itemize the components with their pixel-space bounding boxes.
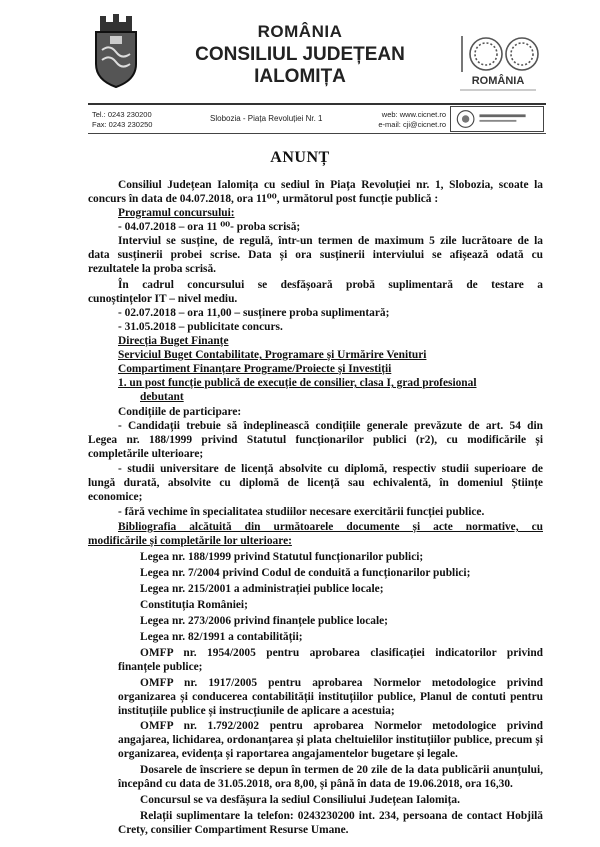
body-line-45: Crety, consilier Compartiment Resurse Umane. (118, 824, 349, 836)
header-divider (88, 103, 546, 105)
header-contact-web (366, 110, 446, 130)
bibliography-item-4: Constituția României; (140, 599, 248, 611)
body-line-23: economice; (88, 491, 143, 503)
directorate-heading: Direcția Buget Finanțe (118, 335, 229, 347)
header-tel: Tel.: 0243 230200 (92, 110, 152, 119)
document-title: ANUNȚ (270, 149, 330, 166)
quality-certification-seal (450, 106, 544, 132)
header-institution: CONSILIUL JUDEȚEAN IALOMIȚA (195, 44, 405, 87)
body-line-5: Interviul se susține, de regulă, într-un termen de maximum 5 zile lucrătoare de la (118, 235, 543, 247)
bibliography-item-5: Legea nr. 273/2006 privind finanțele publice locale; (140, 615, 388, 627)
header-country: ROMÂNIA (257, 22, 343, 41)
bibliography-item-7: OMFP nr. 1954/2005 pentru aprobarea clasificației indicatorilor privind (140, 647, 543, 659)
service-heading: Serviciul Buget Contabilitate, Programare și Urmărire Venituri (118, 349, 427, 361)
exam-location: Concursul se va desfășura la sediul Consiliului Județean Ialomița. (140, 794, 460, 806)
county-coat-of-arms (90, 10, 142, 90)
body-line-42: începând cu data de 31.05.2018, ora 8,00, și până în data de 19.06.2018, ora 16,30. (118, 778, 513, 790)
condition-studies: - studii universitare de licență absolvite cu diplomă, respectiv studii superioare de (118, 463, 543, 475)
header-divider-bottom (88, 133, 546, 134)
header-email: e-mail: cji@cicnet.ro (378, 120, 446, 129)
bibliography-item-3: Legea nr. 215/2001 a administrației publice locale; (140, 583, 384, 595)
bibliography-heading: Bibliografia alcătuită din următoarele documente și acte normative, cu (118, 521, 543, 533)
bibliography-item-1: Legea nr. 188/1999 privind Statutul funcționarilor publici; (140, 551, 424, 563)
post-description: 1. un post funcție publică de execuție de consilier, clasa I, grad profesional (118, 377, 477, 389)
header-title-block (150, 22, 450, 88)
header-address: Slobozia - Piața Revoluției Nr. 1 (210, 114, 323, 123)
contact-info: Relații suplimentare la telefon: 0243230200 int. 234, persoana de contact Hobjilă (140, 810, 543, 822)
body-line-9: cunoștințelor IT – nivel mediu. (88, 293, 238, 305)
bibliography-item-8: OMFP nr. 1917/2005 pentru aprobarea Normelor metodologice privind (140, 677, 543, 689)
body-line-11: - 31.05.2018 – publicitate concurs. (118, 321, 283, 333)
body-line-2: concurs în data de 04.07.2018, ora 11⁰⁰, următorul post funcție publică : (88, 193, 439, 205)
bibliography-item-9: OMFP nr. 1.792/2002 pentru aprobarea Normelor metodologice privind (140, 720, 543, 732)
body-line-34: finanțele publice; (118, 661, 203, 673)
condition-general: - Candidații trebuie să îndeplinească condițiile generale prevăzute de art. 54 din (118, 420, 543, 432)
application-deadline: Dosarele de înscriere se depun în termen de 20 zile de la data publicării anunțului, (140, 764, 543, 776)
body-line-37: instituțiile publice și instrucțiunile de aplicare a acestuia; (118, 705, 395, 717)
header-web: web: www.cicnet.ro (381, 110, 446, 119)
post-grade: debutant (140, 391, 184, 403)
body-line-40: organizarea, evidența și raportarea angajamentelor bugetare și legale. (118, 748, 458, 760)
header-fax: Fax: 0243 230250 (92, 120, 153, 129)
body-line-4: - 04.07.2018 – ora 11 ⁰⁰- proba scrisă; (118, 221, 301, 233)
conditions-heading: Condițiile de participare: (118, 406, 242, 418)
bibliography-item-6: Legea nr. 82/1991 a contabilității; (140, 631, 303, 643)
department-heading: Compartiment Finanțare Programe/Proiecte și Investiții (118, 363, 392, 375)
bibliography-item-2: Legea nr. 7/2004 privind Codul de conduită a funcționarilor publici; (140, 567, 471, 579)
header-contact-phone (92, 110, 152, 130)
body-line-10: - 02.07.2018 – ora 11,00 – susținere proba suplimentară; (118, 307, 390, 319)
body-line-8: În cadrul concursului se desfășoară probă suplimentară de testare a (118, 279, 543, 291)
body-line-7: rezultatele la proba scrisă. (88, 263, 217, 275)
body-line-1: Consiliul Județean Ialomița cu sediul în Piața Revoluției nr. 1, Slobozia, scoate la (118, 179, 543, 191)
body-line-36: organizarea și conducerea contabilității instituțiilor publice, Planul de contuti pentru (118, 691, 543, 703)
body-line-22: lungă durată, absolvite cu diplomă de licență sau echivalentă, în domeniul Științe (88, 477, 543, 489)
section-program-heading: Programul concursului: (118, 207, 235, 219)
body-line-19: Legea nr. 188/1999 privind Statutul funcționarilor publici (r2), cu modificările și (88, 434, 543, 446)
body-line-39: angajarea, lichidarea, ordonanțarea și plata cheltuielilor instituțiilor publice, precum și (118, 734, 543, 746)
condition-experience: - fără vechime în specialitatea studiilor necesare exercitării funcției publice. (118, 506, 485, 518)
body-line-6: data susținerii probei scrise. Data și ora susținerii interviului se afișează odată cu (88, 249, 543, 261)
centenar-logo (450, 32, 546, 94)
body-line-20: completările ulterioare; (88, 448, 204, 460)
centenar-label: ROMÂNIA (471, 75, 525, 87)
bibliography-heading-cont: modificările și completările lor ulterioare: (88, 535, 292, 547)
